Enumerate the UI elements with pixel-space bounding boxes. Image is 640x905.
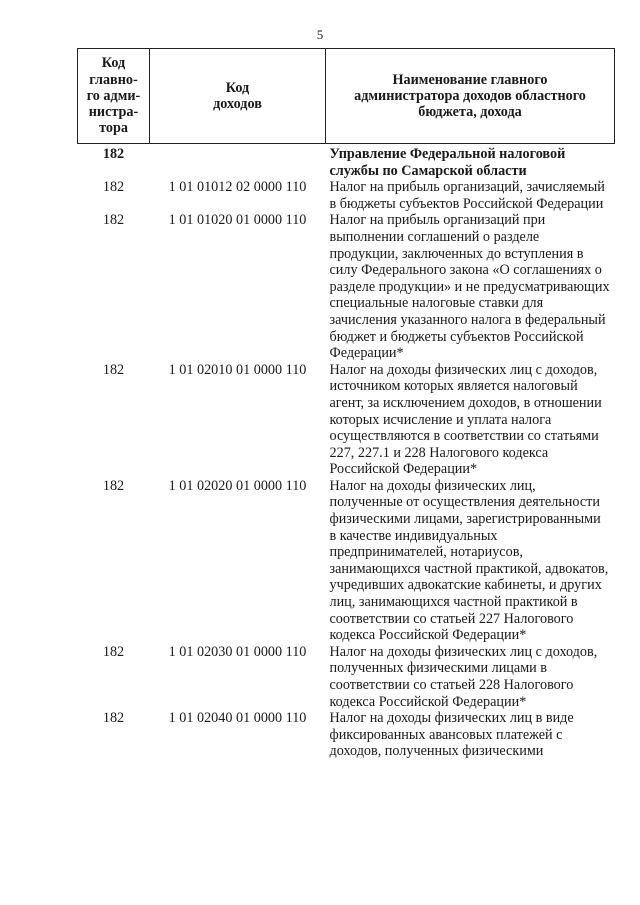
- header-line: Код: [101, 55, 126, 72]
- section-name: Управление Федеральной налоговой службы по Самарской области: [329, 146, 566, 179]
- table-row: [78, 179, 615, 212]
- admin-code-cell: 182: [102, 212, 125, 229]
- header-line: администратора доходов областного: [354, 87, 586, 104]
- admin-code-cell: 182: [102, 477, 125, 494]
- header-admin-code: [78, 49, 150, 144]
- income-name-cell: Налог на доходы физических лиц, полученные от осуществления деятельности физическими лицами, зарегистрированными в качестве индивидуальных предпринимателей, нотариусов, занимающихся частной практикой, адвокатов, учредивших адвокатские кабинеты, и других лиц, занимающихся частной практикой в соответствии со статьей 227 Налогового кодекса Российской Федерации*: [329, 477, 609, 644]
- table-row: [78, 710, 615, 760]
- income-name-cell: Налог на доходы физических лиц в виде фиксированных авансовых платежей с доходов, полученных физическими: [329, 710, 574, 760]
- income-name-cell: Налог на прибыль организаций, зачисляемый в бюджеты субъектов Российской Федерации: [329, 179, 605, 212]
- header-line: бюджета, дохода: [418, 104, 522, 121]
- income-code-cell: 1 01 01012 02 0000 110: [168, 179, 307, 196]
- income-code-cell: 1 01 01020 01 0000 110: [168, 212, 307, 229]
- admin-code-cell: 182: [102, 643, 125, 660]
- header-income-code: [150, 49, 326, 144]
- income-name-cell: Налог на доходы физических лиц с доходов, полученных физическими лицами в соответствии со статьей 228 Налогового кодекса Российской Федерации*: [329, 643, 598, 710]
- header-line: го адми-: [86, 87, 141, 104]
- section-row: [78, 144, 615, 180]
- income-code-cell: 1 01 02020 01 0000 110: [168, 477, 307, 494]
- header-line: Код: [225, 79, 250, 96]
- income-name-cell: Налог на доходы физических лиц с доходов, источником которых является налоговый агент, за исключением доходов, в отношении которых исчисление и уплата налога осуществляются в соответствии со статьями 227, 227.1 и 228 Налогового кодекса Российской Федерации*: [329, 361, 602, 478]
- page-number: 5: [316, 27, 324, 42]
- table-row: [78, 212, 615, 361]
- table-row: [78, 644, 615, 710]
- table-header-row: [78, 49, 615, 144]
- table-row: [78, 478, 615, 644]
- income-code-cell: 1 01 02040 01 0000 110: [168, 710, 307, 727]
- admin-code-cell: 182: [102, 179, 125, 196]
- header-line: Наименование главного: [392, 71, 548, 88]
- income-administrators-table: [77, 48, 615, 760]
- header-line: тора: [99, 120, 128, 137]
- header-line: главно-: [89, 71, 138, 88]
- section-income-code: [150, 144, 326, 180]
- header-name: [326, 49, 615, 144]
- admin-code-cell: 182: [102, 361, 125, 378]
- header-line: доходов: [213, 96, 262, 112]
- income-code-cell: 1 01 02010 01 0000 110: [168, 361, 307, 378]
- income-name-cell: Налог на прибыль организаций при выполнении соглашений о разделе продукции, заключенных до вступления в силу Федерального закона «О соглашениях о разделе продукции» и не предусматривающих специальные налоговые ставки для зачисления указанного налога в федеральный бюджет и бюджеты субъектов Российской Федерации*: [329, 212, 610, 362]
- table-row: [78, 362, 615, 478]
- admin-code-cell: 182: [102, 710, 125, 727]
- section-admin-code: 182: [102, 146, 125, 162]
- income-code-cell: 1 01 02030 01 0000 110: [168, 643, 307, 660]
- header-line: нистра-: [88, 104, 139, 121]
